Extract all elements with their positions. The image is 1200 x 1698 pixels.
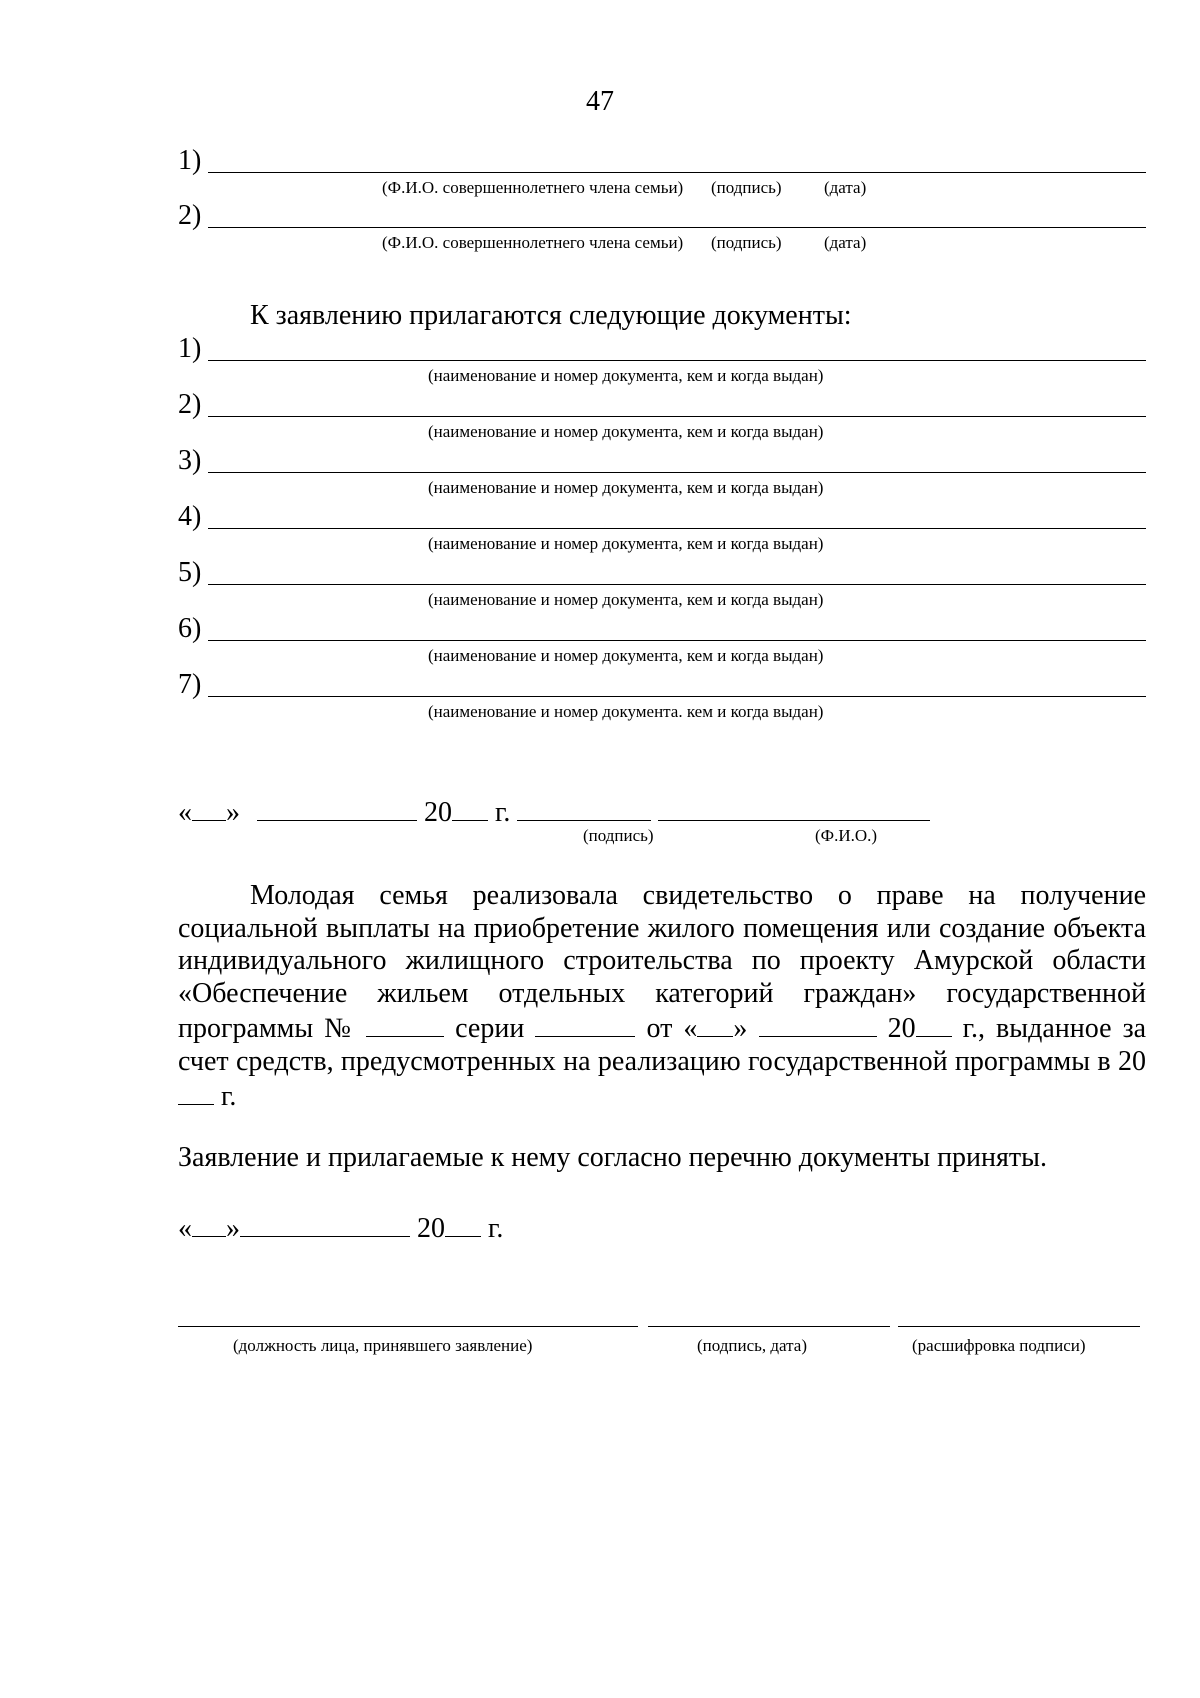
row-number: 3) — [178, 445, 202, 476]
year-suffix: г. — [488, 1213, 504, 1244]
accepted-statement: Заявление и прилагаемые к нему согласно перечню документы приняты. — [178, 1142, 1047, 1173]
fio-caption: (Ф.И.О.) — [815, 826, 878, 845]
document-row — [178, 446, 1146, 506]
document-line — [208, 472, 1146, 473]
applicant-date-line — [178, 794, 930, 829]
document-line — [208, 416, 1146, 417]
family-signature-row — [178, 146, 1146, 206]
year-prefix: 20 — [1118, 1045, 1146, 1077]
document-caption: (наименование и номер документа, кем и когда выдан) — [428, 590, 824, 609]
document-line — [208, 640, 1146, 641]
year-blank — [916, 1010, 952, 1037]
document-caption: (наименование и номер документа, кем и когда выдан) — [428, 478, 824, 497]
year-suffix: г. — [495, 797, 511, 828]
series-label: серии — [455, 1013, 525, 1044]
document-row — [178, 390, 1146, 450]
document-line — [208, 360, 1146, 361]
year-blank — [445, 1210, 481, 1237]
close-quote: » — [226, 1213, 240, 1244]
signature-caption: (подпись) — [711, 233, 782, 252]
document-row — [178, 614, 1146, 674]
row-number: 2) — [178, 389, 202, 420]
document-caption: (наименование и номер документа, кем и когда выдан) — [428, 366, 824, 385]
signature-date-line — [648, 1326, 890, 1327]
document-row — [178, 558, 1146, 618]
fio-caption: (Ф.И.О. совершеннолетнего члена семьи) — [382, 233, 684, 252]
day-blank — [192, 1210, 226, 1237]
row-number: 1) — [178, 145, 202, 176]
day-blank — [192, 794, 226, 821]
document-caption: (наименование и номер документа, кем и когда выдан) — [428, 534, 824, 553]
year-blank — [452, 794, 488, 821]
year-blank — [178, 1078, 214, 1105]
program-number-blank — [366, 1010, 444, 1037]
signature-date-caption: (подпись, дата) — [697, 1336, 808, 1355]
open-quote: « — [178, 1213, 192, 1244]
row-number: 7) — [178, 669, 202, 700]
row-number: 6) — [178, 613, 202, 644]
row-number: 4) — [178, 501, 202, 532]
document-row — [178, 670, 1146, 730]
signature-caption: (подпись) — [711, 178, 782, 197]
page-number: 47 — [586, 86, 614, 117]
signature-line — [208, 227, 1146, 228]
row-number: 1) — [178, 333, 202, 364]
position-line — [178, 1326, 638, 1327]
from-label: от « — [646, 1013, 698, 1044]
document-caption: (наименование и номер документа, кем и когда выдан) — [428, 422, 824, 441]
document-line — [208, 528, 1146, 529]
month-blank — [257, 794, 417, 821]
row-number: 5) — [178, 557, 202, 588]
document-row — [178, 502, 1146, 562]
open-quote: « — [178, 797, 192, 828]
fio-caption: (Ф.И.О. совершеннолетнего члена семьи) — [382, 178, 684, 197]
year-prefix: 20 — [417, 1213, 445, 1244]
day-blank — [697, 1010, 733, 1037]
year-prefix: 20 — [887, 1013, 916, 1044]
signature-line — [208, 172, 1146, 173]
document-line — [208, 584, 1146, 585]
date-caption: (дата) — [824, 178, 867, 197]
close-quote: » — [226, 797, 240, 828]
acceptance-date-line — [178, 1210, 503, 1245]
realization-paragraph — [178, 880, 1146, 1114]
signature-caption: (подпись) — [583, 826, 654, 845]
close-quote: » — [733, 1013, 748, 1044]
family-signature-row — [178, 201, 1146, 261]
fio-blank — [658, 794, 930, 821]
document-row — [178, 334, 1146, 394]
position-caption: (должность лица, принявшего заявление) — [233, 1336, 533, 1355]
document-caption: (наименование и номер документа. кем и когда выдан) — [428, 702, 824, 721]
series-blank — [535, 1010, 635, 1037]
date-caption: (дата) — [824, 233, 867, 252]
document-line — [208, 696, 1146, 697]
decoding-line — [898, 1326, 1140, 1327]
realization-text: Молодая семья реализовала свидетельство о праве на получение социальной выплаты на приобретение жилого помещения или создание объекта индивидуального жилищного строительства по проекту Амурской области «Обеспечение жильем отдельных категорий граждан» государственной программы № — [178, 880, 1146, 1044]
year-suffix: г. — [221, 1081, 237, 1112]
month-blank — [240, 1210, 410, 1237]
decoding-caption: (расшифровка подписи) — [912, 1336, 1086, 1355]
documents-heading: К заявлению прилагаются следующие документы: — [250, 300, 852, 331]
realization-text-end: г., выданное за счет средств, предусмотренных на реализацию государственной программы в — [178, 1013, 1147, 1077]
year-prefix: 20 — [424, 797, 452, 828]
month-blank — [759, 1010, 877, 1037]
signature-blank — [517, 794, 651, 821]
row-number: 2) — [178, 200, 202, 231]
document-caption: (наименование и номер документа, кем и когда выдан) — [428, 646, 824, 665]
